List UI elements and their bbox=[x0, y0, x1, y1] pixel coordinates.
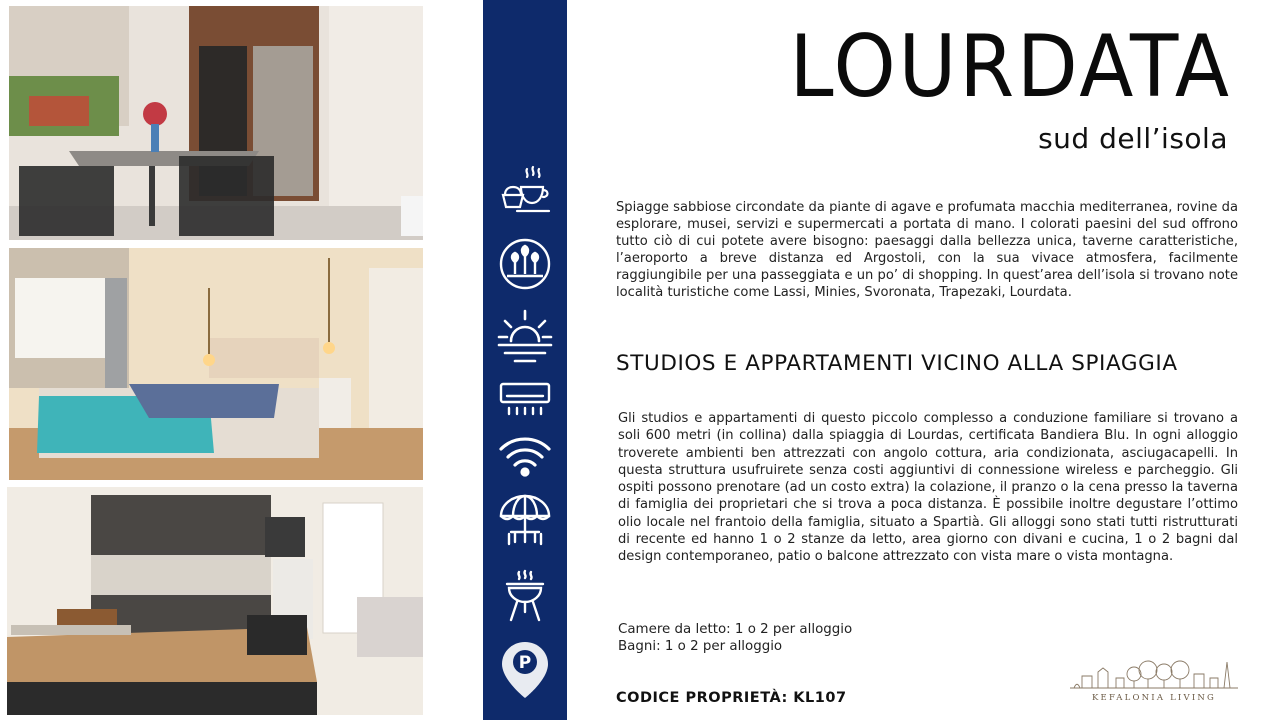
intro-paragraph: Spiagge sabbiose circondate da piante di agave e profumata macchia mediterranea, rovine da esplorare, musei, servizi e supermercati a portata di mano. I colorati paesini del sud offrono tutto ciò di cui potete avere bisogno: paesaggi dalla bellezza unica, taverne caratteristiche, l’aeroporto a breve distanza ed Argostoli, con la sua vivace atmosfera, facilmente raggiungibile per una passeggiata e un po’ di shopping. In quest’area dell’isola si trovano note località turistiche come Lassi, Minies, Svoronata, Trapezaki, Lourdata. bbox=[616, 200, 1238, 300]
sunset-icon bbox=[495, 305, 555, 365]
wifi-icon bbox=[495, 425, 555, 485]
patio-umbrella-icon bbox=[495, 490, 555, 550]
barbecue-icon bbox=[495, 566, 555, 626]
svg-text:P: P bbox=[518, 653, 532, 673]
property-code: CODICE PROPRIETÀ: KL107 bbox=[616, 690, 847, 706]
bedrooms-fact: Camere da letto: 1 o 2 per alloggio bbox=[618, 622, 853, 637]
bedroom-photo bbox=[9, 248, 423, 480]
garden-icon bbox=[495, 234, 555, 294]
section-heading: STUDIOS E APPARTAMENTI VICINO ALLA SPIAGGIA bbox=[616, 351, 1178, 376]
parking-icon bbox=[495, 640, 555, 700]
terrace-photo bbox=[9, 6, 423, 240]
breakfast-icon bbox=[495, 163, 555, 223]
page-title: LOURDATA bbox=[789, 17, 1232, 117]
amenities-strip bbox=[483, 0, 567, 720]
kitchen-photo bbox=[7, 487, 423, 715]
page-subtitle: sud dell’isola bbox=[1038, 122, 1228, 155]
section-paragraph: Gli studios e appartamenti di questo piccolo complesso a conduzione familiare si trovano a soli 600 metri (in collina) dalla spiaggia di Lourdas, certificata Bandiera Blu. In ogni alloggio troverete ambienti ben attrezzati con angolo cottura, aria condizionata, asciugacapelli. In questa struttura usufruirete senza costi aggiuntivi di connessione wireless e parcheggio. Gli ospiti possono prenotare (ad un costo extra) la colazione, il pranzo o la cena presso la taverna di famiglia dei proprietari che si trova a poca distanza. È possibile inoltre degustare l’ottimo olio locale nel frantoio della famiglia, situato a Spartià. Gli alloggi sono stati tutti ristrutturati di recente ed hanno 1 o 2 stanze da letto, area giorno con divani e cucina, 1 o 2 bagni dal design contemporaneo, patio o balcone attrezzato con vista mare o vista montagna. bbox=[618, 411, 1238, 565]
kefalonia-living-logo bbox=[1068, 656, 1240, 706]
logo-text: KEFALONIA LIVING bbox=[1091, 693, 1217, 703]
property-facts bbox=[618, 621, 852, 655]
air-conditioning-icon bbox=[495, 370, 555, 430]
bathrooms-fact: Bagni: 1 o 2 per alloggio bbox=[618, 639, 783, 654]
